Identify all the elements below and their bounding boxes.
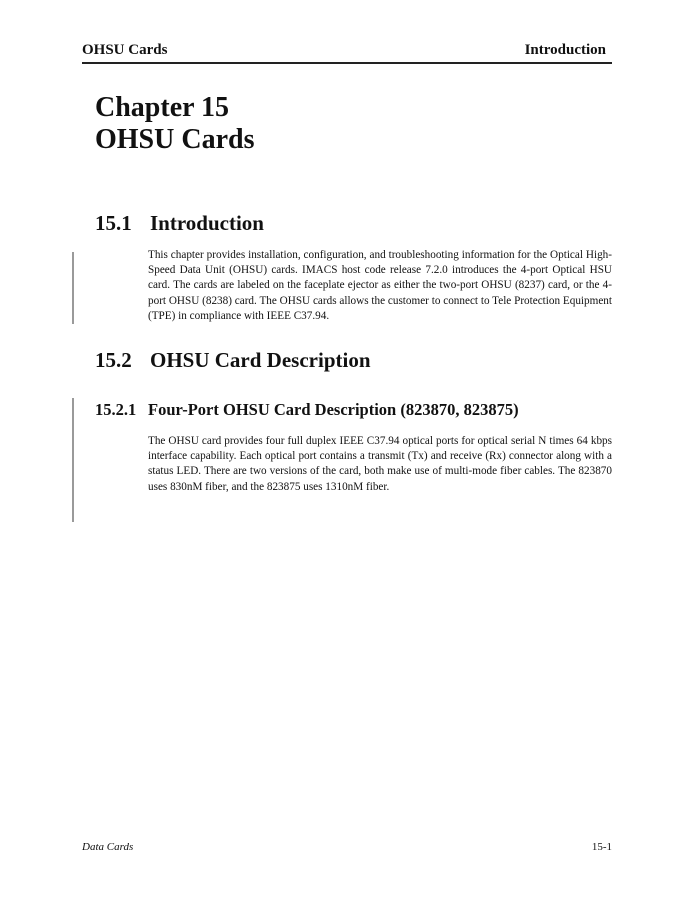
section-title: OHSU Card Description xyxy=(150,348,371,372)
section-number: 15.2 xyxy=(95,348,132,372)
change-bar xyxy=(72,252,74,324)
section-number: 15.2.1 xyxy=(95,400,137,419)
running-header-section: Introduction xyxy=(524,42,606,58)
chapter-title xyxy=(95,92,254,156)
section-heading-15-2-1 xyxy=(95,399,519,421)
header-rule xyxy=(82,62,612,64)
chapter-number: Chapter 15 xyxy=(95,92,230,123)
footer-book-title: Data Cards xyxy=(82,841,134,853)
section-body-paragraph: This chapter provides installation, configuration, and troubleshooting information for the Optical High-Speed Data Unit (OHSU) cards. IMACS host code release 7.2.0 introduces the 4-port Optical HSU card. The cards are labeled on the faceplate ejector as either the two-port OHSU (8237) card, or the 4-port OHSU (8238) card. The OHSU cards allows the customer to connect to Tele Protection Equipment (TPE) in compliance with IEEE C37.94. xyxy=(148,249,612,322)
section-title: Introduction xyxy=(150,211,264,235)
section-heading-15-2 xyxy=(95,347,371,373)
running-header-title: OHSU Cards xyxy=(82,42,168,58)
section-body-paragraph: The OHSU card provides four full duplex IEEE C37.94 optical ports for optical serial N times 64 kbps interface capability. Each optical port contains a transmit (Tx) and receive (Rx) connector along with a status LED. There are two versions of the card, both make use of multi-mode fiber cables. The 823870 uses 830nM fiber, and the 823875 uses 1310nM fiber. xyxy=(148,435,612,493)
chapter-name: OHSU Cards xyxy=(95,124,255,155)
section-heading-15-1 xyxy=(95,210,264,236)
change-bar xyxy=(72,398,74,522)
section-number: 15.1 xyxy=(95,211,132,235)
page-number: 15-1 xyxy=(591,841,612,853)
section-title: Four-Port OHSU Card Description (823870, 823875) xyxy=(148,400,519,419)
